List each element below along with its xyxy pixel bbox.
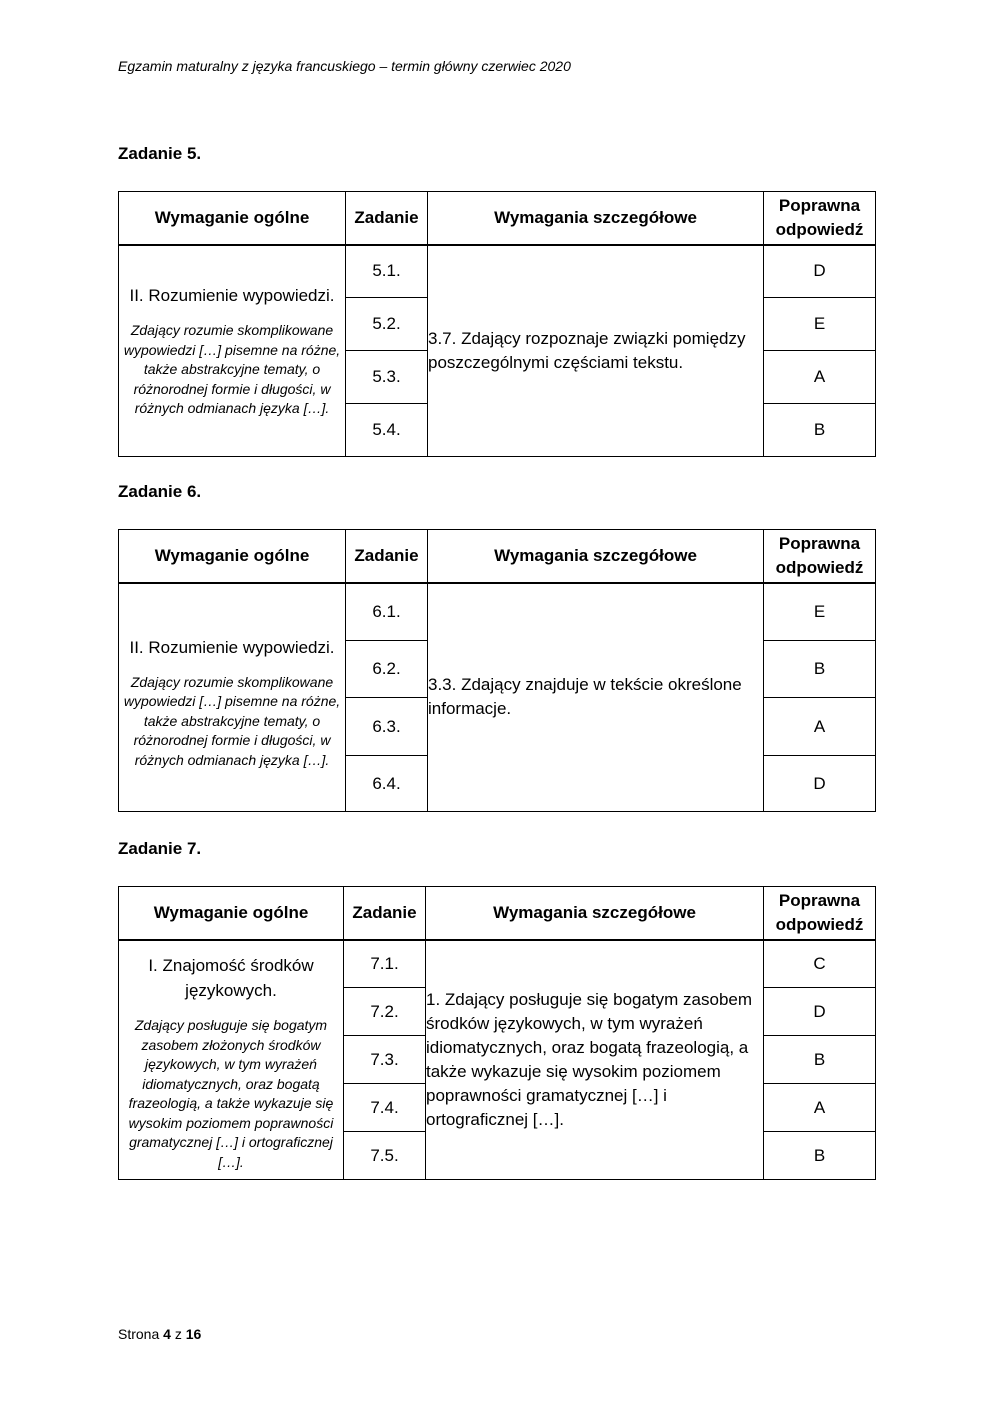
correct-answer: C [764,940,876,988]
general-requirement-description: Zdający rozumie skomplikowane wypowiedzi […] pisemne na różne, także abstrakcyjne tematy, o różnorodnej formie i długości, w różnych odmianach języka […]. [123,322,341,416]
column-header-general: Wymaganie ogólne [119,530,346,583]
correct-answer: B [764,1036,876,1084]
general-requirement-description: Zdający posługuje się bogatym zasobem złożonych środków językowych, w tym wyrażeń idiomatycznych, oraz bogatą frazeologią, a także wykazuje się wysokim poziomem poprawności gramatycznej […] i ortograficznej […]. [128,1017,334,1170]
column-header-specific: Wymagania szczegółowe [428,530,764,583]
table-row [119,583,876,641]
correct-answer: A [764,698,876,756]
column-header-general: Wymaganie ogólne [119,192,346,245]
task-number: 7.2. [344,988,426,1036]
table-row [119,940,876,988]
column-header-task: Zadanie [344,887,426,940]
general-requirement-title: II. Rozumienie wypowiedzi. [129,286,335,305]
answer-key-table [118,191,876,457]
column-header-specific: Wymagania szczegółowe [428,192,764,245]
correct-answer: B [764,641,876,698]
correct-answer: B [764,1132,876,1180]
task-number: 6.1. [346,583,428,641]
footer-prefix: Strona [118,1326,160,1342]
task-number: 7.1. [344,940,426,988]
column-header-task: Zadanie [346,192,428,245]
column-header-answer: Poprawna odpowiedź [764,887,876,940]
column-header-answer: Poprawna odpowiedź [764,192,876,245]
correct-answer: D [764,245,876,298]
specific-requirement: 3.3. Zdający znajduje w tekście określone informacje. [428,583,764,812]
specific-requirement: 3.7. Zdający rozpoznaje związki pomiędzy poszczególnymi częściami tekstu. [428,245,764,457]
column-header-answer: Poprawna odpowiedź [764,530,876,583]
correct-answer: E [764,583,876,641]
page-number: 4 [163,1326,171,1342]
column-header-specific: Wymagania szczegółowe [426,887,764,940]
general-requirement [119,245,346,457]
answer-key-table [118,886,876,1180]
general-requirement-title: II. Rozumienie wypowiedzi. [129,637,335,657]
task-number: 7.5. [344,1132,426,1180]
general-requirement-title: I. Znajomość środków językowych. [148,956,314,1001]
column-header-general: Wymaganie ogólne [119,887,344,940]
running-head: Egzamin maturalny z języka francuskiego – termin główny czerwiec 2020 [118,58,571,74]
task-number: 5.4. [346,404,428,457]
task-heading: Zadanie 7. [118,839,202,858]
task-number: 6.4. [346,756,428,812]
general-requirement [119,940,344,1180]
correct-answer: E [764,298,876,351]
correct-answer: D [764,988,876,1036]
task-heading: Zadanie 5. [118,144,202,163]
table-row [119,245,876,298]
page-footer [118,1326,201,1342]
general-requirement-description: Zdający rozumie skomplikowane wypowiedzi […] pisemne na różne, także abstrakcyjne tematy, o różnorodnej formie i długości, w różnych odmianach języka […]. [123,673,341,768]
task-number: 5.2. [346,298,428,351]
column-header-task: Zadanie [346,530,428,583]
correct-answer: D [764,756,876,812]
correct-answer: B [764,404,876,457]
task-number: 7.4. [344,1084,426,1132]
answer-key-table [118,529,876,812]
task-number: 5.3. [346,351,428,404]
specific-requirement: 1. Zdający posługuje się bogatym zasobem środków językowych, w tym wyrażeń idiomatycznych, oraz bogatą frazeologią, a także wykazuje się wysokim poziomem poprawności gramatycznej […] i ortograficznej […]. [426,940,764,1180]
table-header-row [119,530,876,583]
table-header-row [119,192,876,245]
correct-answer: A [764,351,876,404]
task-number: 7.3. [344,1036,426,1084]
task-number: 6.2. [346,641,428,698]
table-header-row [119,887,876,940]
general-requirement [119,583,346,812]
footer-separator: z [174,1326,182,1342]
page-total: 16 [185,1326,202,1342]
correct-answer: A [764,1084,876,1132]
task-number: 6.3. [346,698,428,756]
task-heading: Zadanie 6. [118,482,202,501]
task-number: 5.1. [346,245,428,298]
